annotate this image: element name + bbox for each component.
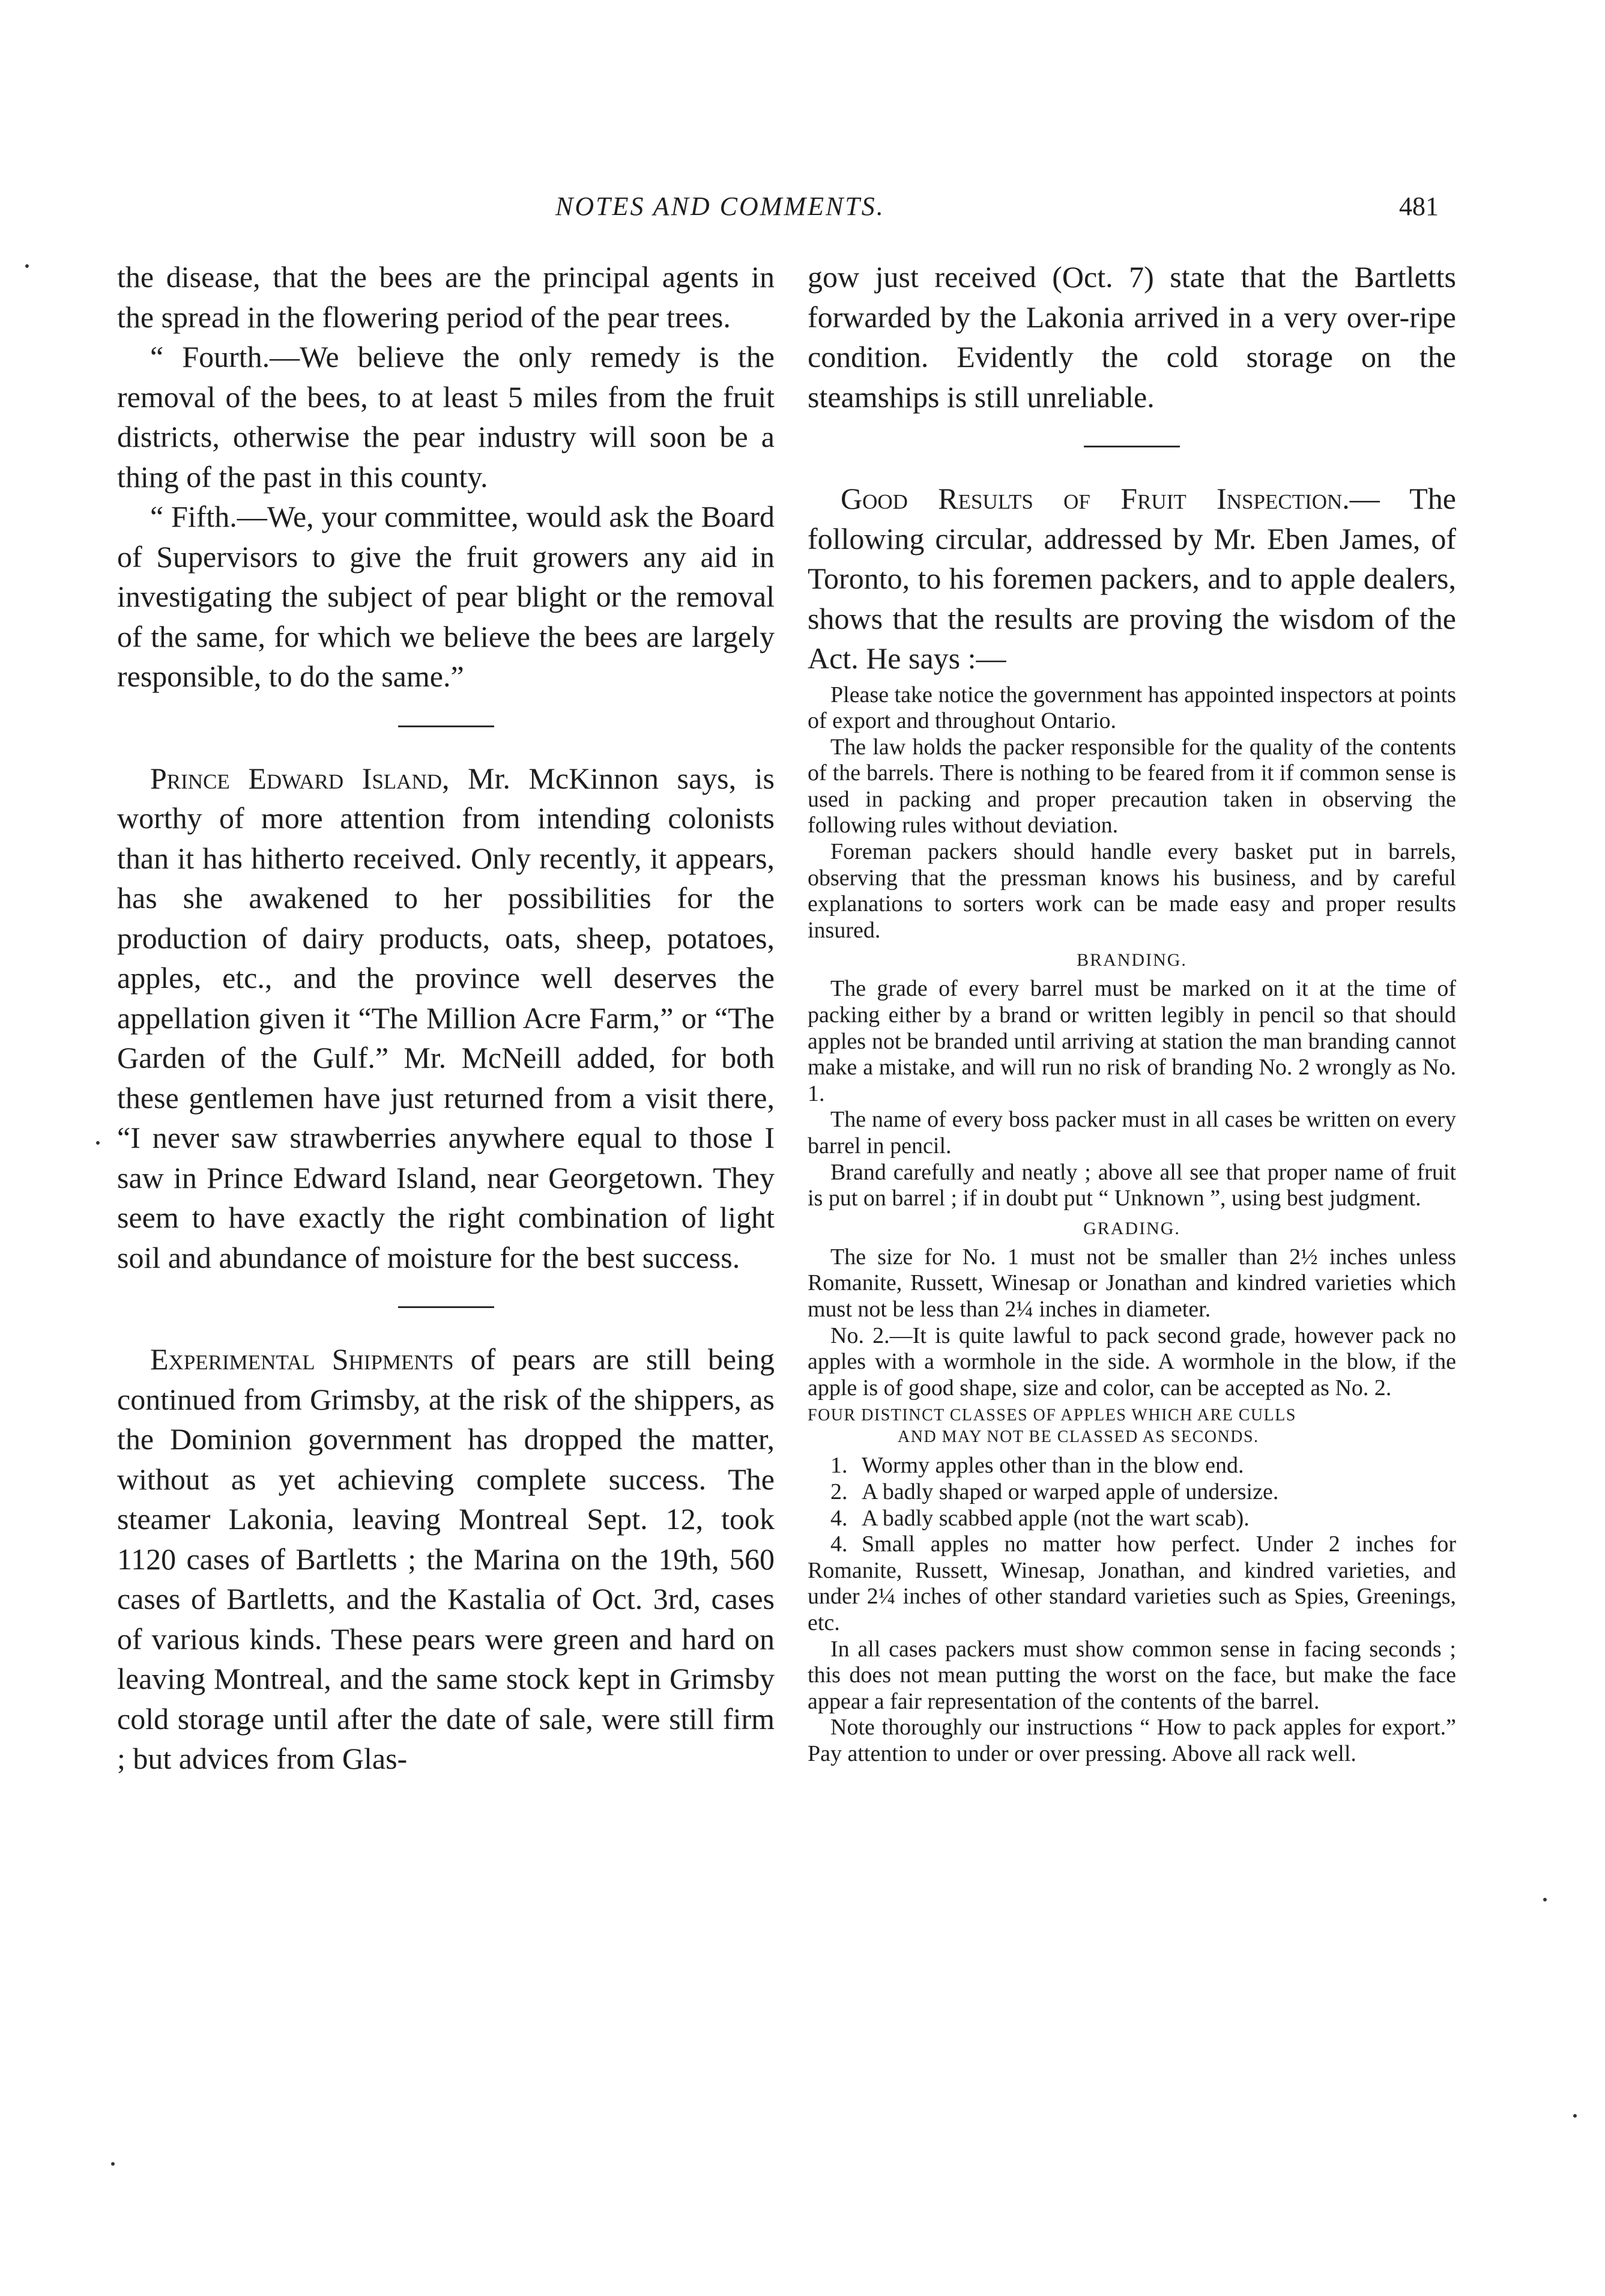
list-item [808, 1531, 1456, 1636]
list-item-text: A badly shaped or warped apple of undersize. [862, 1479, 1279, 1504]
page-speck [25, 264, 29, 268]
paragraph-continued: the disease, that the bees are the principal agents in the spread in the flowering period of the pear trees. [117, 260, 775, 334]
grading-paragraph: No. 2.—It is quite lawful to pack second grade, however pack no apples with a wormhole in the side. A wormhole in the blow, if the apple is of good shape, size and color, can be accepted as No. 2. [808, 1322, 1456, 1401]
circular-paragraph: Foreman packers should handle every basket put in barrels, observing that the pressman knows his business, and by careful explanations to sorters work can be made easy and proper results insured. [808, 839, 1456, 943]
good-results-heading: Good Results of Fruit Inspection.— [841, 482, 1380, 515]
list-item [808, 1506, 1456, 1532]
culls-list [808, 1453, 1456, 1636]
list-item-number: 4. [830, 1531, 848, 1557]
list-item [808, 1479, 1456, 1506]
circular-paragraph: Please take notice the government has appointed inspectors at points of export and throughout Ontario. [808, 682, 1456, 734]
paragraph-good-results [808, 479, 1456, 679]
pei-heading: Prince Edward Island, [150, 761, 450, 795]
branding-paragraph: The name of every boss packer must in all cases be written on every barrel in pencil. [808, 1107, 1456, 1159]
paragraph-fifth: “ Fifth.—We, your committee, would ask the Board of Supervisors to give the fruit growers any aid in investigating the subject of pear blight or the removal of the same, for which we believe the bees are largely responsible, to do the same.” [117, 500, 775, 693]
page-speck [96, 1141, 100, 1145]
left-column [117, 257, 775, 1779]
paragraph-pei [117, 759, 775, 1278]
culls-heading [808, 1405, 1456, 1448]
circular-paragraph: The law holds the packer responsible for the quality of the contents of the barrels. There is nothing to be feared from it if common sense is used in packing and proper precaution taken in observing the following rules without deviation. [808, 734, 1456, 838]
page-speck [1573, 2114, 1577, 2118]
experimental-body: of pears are still being continued from Grimsby, at the risk of the shippers, as the Dominion government has dropped the matter, without as yet achieving complete success. The steamer Lakonia, leaving Montreal Sept. 12, took 1120 cases of Bartletts ; the Marina on the 19th, 560 cases of Bartletts, and the Kastalia of Oct. 3rd, cases of various kinds. These pears were green and hard on leaving Montreal, and the same stock kept in Grimsby cold storage until after the date of sale, were still firm ; but advices from Glas- [117, 1342, 775, 1775]
section-divider [398, 725, 494, 727]
pei-body: Mr. McKinnon says, is worthy of more attention from intending colonists than it has hitherto received. Only recently, it appears, has she awakened to her possibilities for the production of dairy products, oats, sheep, potatoes, apples, etc., and the province well deserves the appellation given it “The Million Acre Farm,” or “The Garden of the Gulf.” Mr. McNeill added, for both these gentlemen have just returned from a visit there, “I never saw strawberries anywhere equal to those I saw in Prince Edward Island, near Georgetown. They seem to have exactly the right combination of light soil and abundance of moisture for the best success. [117, 761, 775, 1274]
list-item [808, 1453, 1456, 1479]
page-number: 481 [1399, 192, 1439, 221]
list-item-number: 1. [830, 1453, 848, 1479]
closing-paragraph: Note thoroughly our instructions “ How to pack apples for export.” Pay attention to under or over pressing. Above all rack well. [808, 1715, 1456, 1766]
paragraph-experimental [117, 1339, 775, 1779]
circular [808, 682, 1456, 1767]
grading-paragraph: The size for No. 1 must not be smaller than 2½ inches unless Romanite, Russett, Winesap or Jonathan and kindred varieties which must not be less than 2¼ inches in diameter. [808, 1244, 1456, 1322]
list-item-text: A badly scabbed apple (not the wart scab). [862, 1505, 1250, 1531]
culls-heading-line: FOUR DISTINCT CLASSES OF APPLES WHICH ARE CULLS [808, 1406, 1296, 1425]
good-results-body: The following circular, addressed by Mr. Eben James, of Toronto, to his foremen packers, and to apple dealers, shows that the results are proving the wisdom of the Act. He says :— [808, 482, 1456, 675]
list-item-number: 2. [830, 1479, 848, 1504]
closing-paragraph: In all cases packers must show common sense in facing seconds ; this does not mean putting the worst on the face, but make the face appear a fair representation of the contents of the barrel. [808, 1636, 1456, 1714]
branding-paragraph: The grade of every barrel must be marked on it at the time of packing either by a brand or written legibly in pencil so that should apples not be branded until arriving at station the man branding cannot make a mistake, and will run no risk of branding No. 2 wrongly as No. 1. [808, 976, 1456, 1106]
branding-heading: BRANDING. [1077, 950, 1187, 971]
section-divider [1084, 446, 1180, 447]
list-item-text: Wormy apples other than in the blow end. [862, 1453, 1244, 1479]
page-speck [111, 2162, 115, 2166]
experimental-heading: Experimental Shipments [150, 1342, 454, 1376]
right-column [808, 257, 1456, 1767]
list-item-number: 4. [830, 1505, 848, 1531]
list-item-text: Small apples no matter how perfect. Under 2 inches for Romanite, Russett, Winesap, Jonathan, and kindred varieties, and under 2¼ inches of other standard varieties such as Spies, Greenings, etc. [808, 1531, 1456, 1635]
culls-heading-line: AND MAY NOT BE CLASSED AS SECONDS. [898, 1428, 1259, 1447]
section-divider [398, 1306, 494, 1308]
grading-heading: GRADING. [1083, 1218, 1180, 1238]
paragraph-fourth: “ Fourth.—We believe the only remedy is the removal of the bees, to at least 5 miles from the fruit districts, otherwise the pear industry will soon be a thing of the past in this county. [117, 340, 775, 494]
page-speck [1543, 1898, 1547, 1901]
running-title: NOTES AND COMMENTS. [555, 192, 885, 221]
running-head [0, 191, 1605, 233]
branding-paragraph: Brand carefully and neatly ; above all see that proper name of fruit is put on barrel ; if in doubt put “ Unknown ”, using best judgment. [808, 1159, 1456, 1211]
paragraph-glasgow: gow just received (Oct. 7) state that the Bartletts forwarded by the Lakonia arrived in a very over-ripe condition. Evidently the cold storage on the steamships is still unreliable. [808, 260, 1456, 414]
